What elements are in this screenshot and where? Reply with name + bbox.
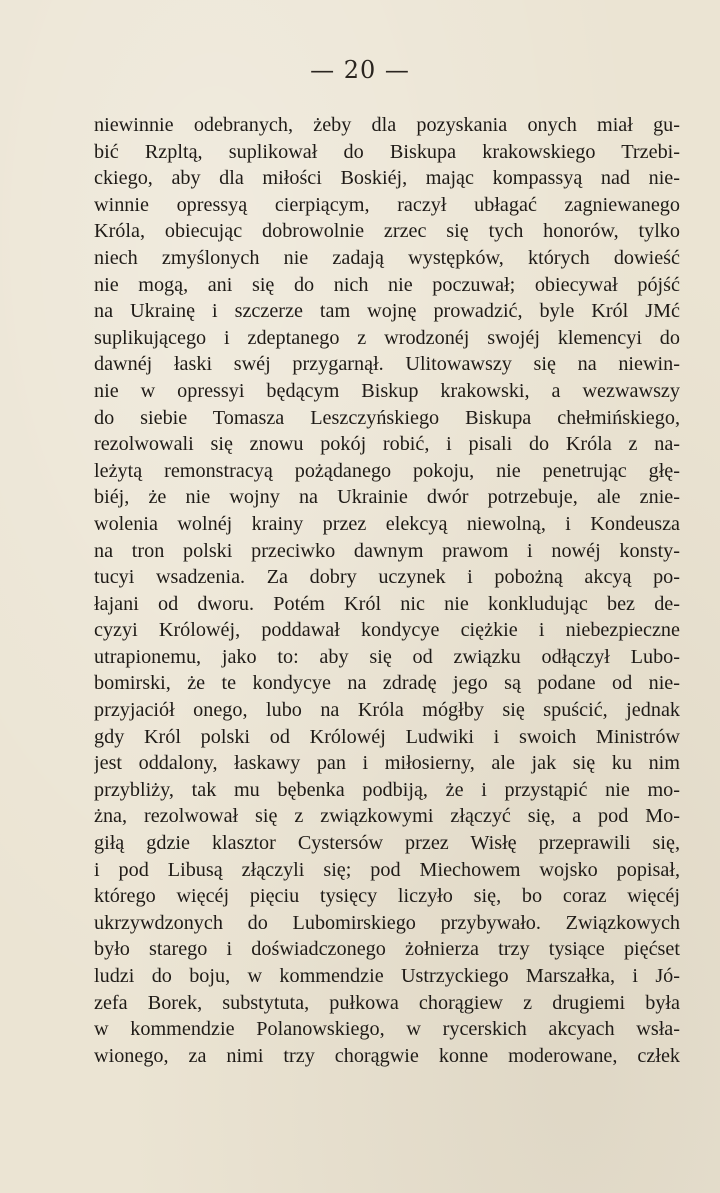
body-text (94, 112, 680, 1069)
text-line: na tron polski przeciwko dawnym prawom i nowéj konsty- (94, 539, 680, 562)
text-line: na Ukrainę i szczerze tam wojnę prowadzić, byle Król JMć (94, 300, 680, 323)
text-line: winnie opressyą cierpiącym, raczył ubłagać zagniewanego (94, 193, 680, 216)
text-line: przyjaciół onego, lubo na Króla mógłby się spuścić, jednak (94, 699, 680, 722)
text-line: niewinnie odebranych, żeby dla pozyskania onych miał gu- (94, 114, 680, 136)
text-line: giłą gdzie klasztor Cystersów przez Wisłę przeprawili się, (94, 832, 680, 855)
text-line: bomirski, że te kondycye na zdradę jego są podane od nie- (94, 672, 680, 695)
text-line: biéj, że nie wojny na Ukrainie dwór potrzebuje, ale znie- (94, 486, 680, 509)
text-line: wolenia wolnéj krainy przez elekcyą niewolną, i Kondeusza (94, 512, 680, 535)
text-line: do siebie Tomasza Leszczyńskiego Biskupa chełmińskiego, (94, 406, 680, 429)
text-line: wionego, za nimi trzy chorągwie konne moderowane, człek (94, 1044, 680, 1067)
text-line: bić Rzpltą, suplikował do Biskupa krakowskiego Trzebi- (94, 140, 680, 163)
text-line: zefa Borek, substytuta, pułkowa chorągiew z drugiemi była (94, 991, 680, 1014)
text-line: cyzyi Królowéj, poddawał kondycye ciężkie i niebezpieczne (94, 619, 680, 642)
text-line: utrapionemu, jako to: aby się od związku odłączył Lubo- (94, 645, 680, 668)
text-line: nie mogą, ani się do nich nie poczuwał; obiecywał pójść (94, 273, 680, 296)
text-line: rezolwowali się znowu pokój robić, i pisali do Króla z na- (94, 433, 680, 456)
text-line: w kommendzie Polanowskiego, w rycerskich akcyach wsła- (94, 1018, 680, 1041)
text-line: ludzi do boju, w kommendzie Ustrzyckiego Marszałka, i Jó- (94, 965, 680, 987)
text-line: było starego i doświadczonego żołnierza trzy tysiące pięćset (94, 938, 680, 961)
text-line: żna, rezolwował się z związkowymi złączyć się, a pod Mo- (94, 805, 680, 828)
text-line: niech zmyślonych nie zadają występków, których dowieść (94, 246, 680, 269)
text-line: ckiego, aby dla miłości Boskiéj, mając kompassyą nad nie- (94, 167, 680, 190)
text-line: nie w opressyi będącym Biskup krakowski, a wezwawszy (94, 379, 680, 402)
page-number: — 20 — (310, 56, 410, 84)
text-line: tucyi wsadzenia. Za dobry uczynek i pobożną akcyą po- (94, 566, 680, 589)
text-line: przybliży, tak mu bębenka podbiją, że i przystąpić nie mo- (94, 778, 680, 801)
text-line: łajani od dworu. Potém Król nic nie konkludując bez de- (94, 592, 680, 615)
text-line: jest oddalony, łaskawy pan i miłosierny, ale jak się ku nim (94, 752, 680, 775)
text-line: dawnéj łaski swéj przygarnął. Ulitowawszy się na niewin- (94, 353, 680, 376)
text-line: gdy Król polski od Królowéj Ludwiki i swoich Ministrów (94, 725, 680, 748)
text-line: leżytą remonstracyą pożądanego pokoju, nie penetrując głę- (94, 459, 680, 482)
text-line: Króla, obiecując dobrowolnie zrzec się tych honorów, tylko (94, 220, 680, 243)
text-line: ukrzywdzonych do Lubomirskiego przybywało. Związkowych (94, 911, 680, 934)
text-line: i pod Libusą złączyli się; pod Miechowem wojsko popisał, (94, 858, 680, 881)
text-line: suplikującego i zdeptanego z wrodzonéj swojéj klemencyi do (94, 326, 680, 349)
text-line: którego więcéj pięciu tysięcy liczyło się, bo coraz więcéj (94, 885, 680, 908)
